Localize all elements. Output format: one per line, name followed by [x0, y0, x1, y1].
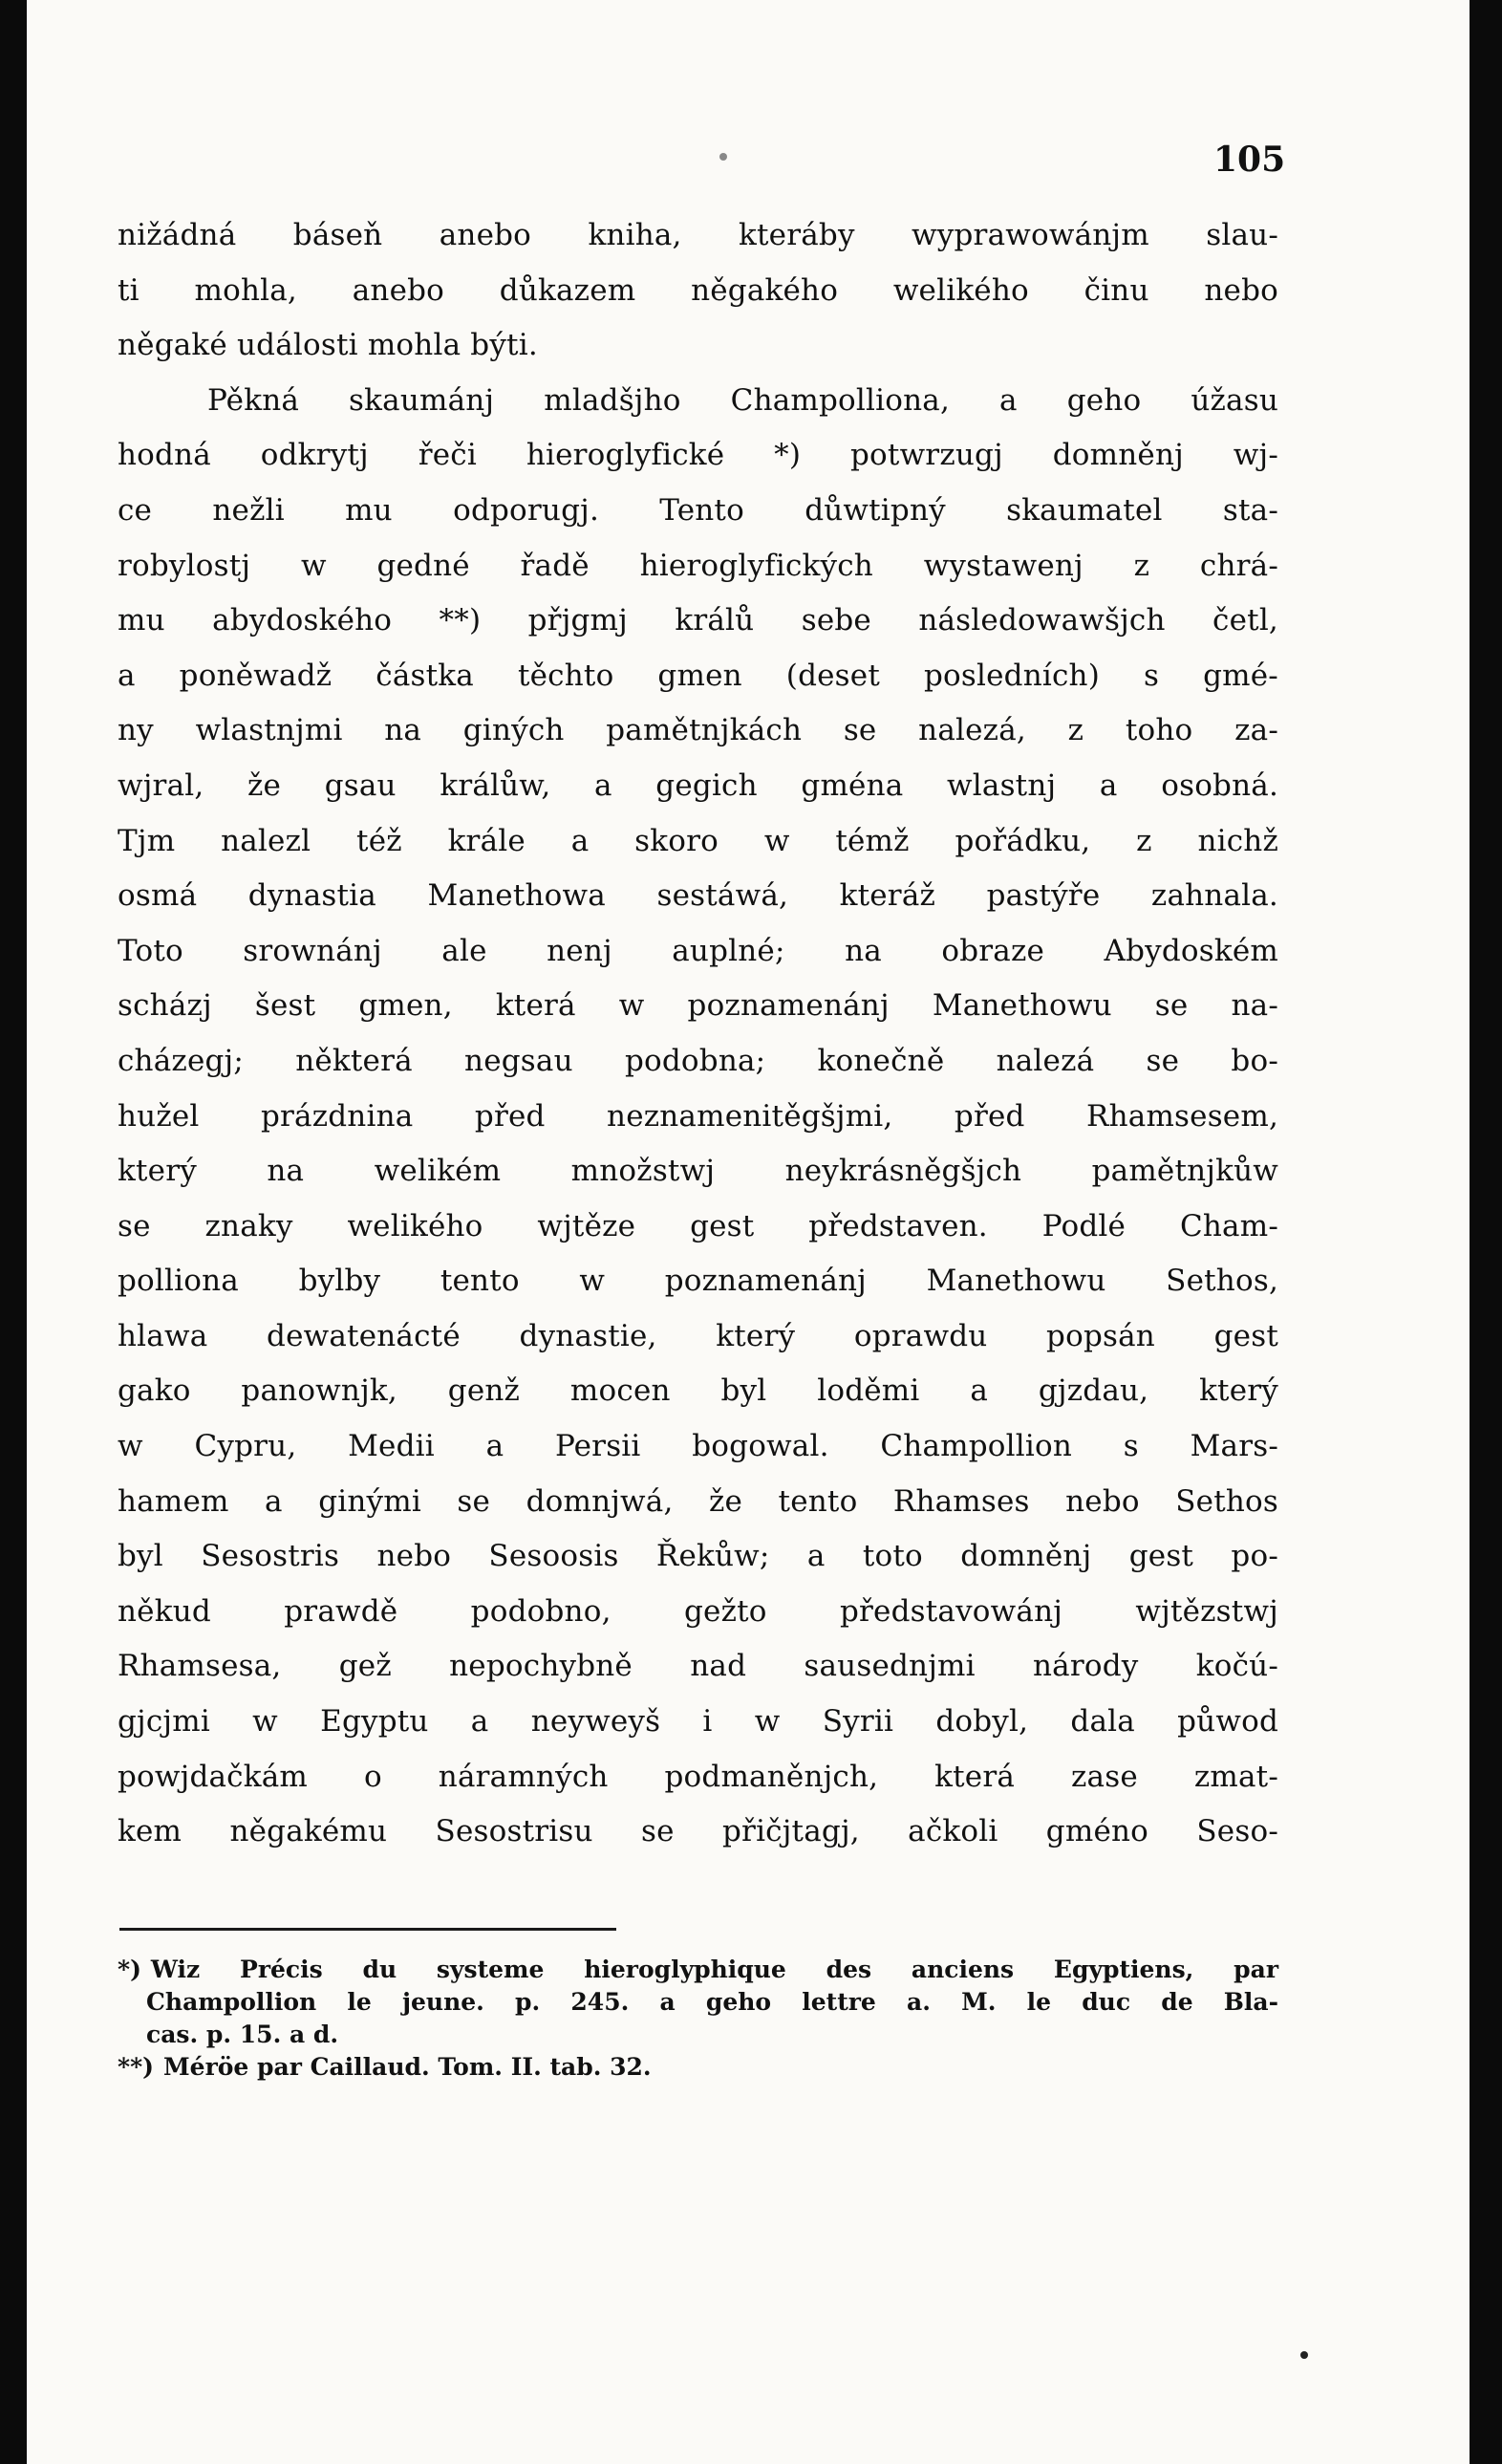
text-line: mu abydoského **) přjgmj králů sebe následowawšjch četl,: [118, 603, 1278, 638]
footnote: [118, 2051, 1278, 2084]
text-line: gako panownjk, genž mocen byl loděmi a gjzdau, který: [118, 1373, 1278, 1409]
text-line: někud prawdě podobno, gežto představowánj wjtězstwj: [118, 1593, 1278, 1629]
text-line: robylostj w gedné řadě hieroglyfických wystawenj z chrá-: [118, 548, 1278, 583]
text-line: ti mohla, anebo důkazem něgakého welikého činu nebo: [118, 272, 1278, 308]
text-line: gjcjmi w Egyptu a neyweyš i w Syrii dobyl, dala půwod: [118, 1704, 1278, 1740]
text-line: kem něgakému Sesostrisu se přičjtagj, ačkoli gméno Seso-: [118, 1814, 1278, 1849]
text-line: nižádná báseň anebo kniha, kteráby wyprawowánjm slau-: [118, 218, 1278, 252]
footnote-line: Méröe par Caillaud. Tom. II. tab. 32.: [162, 2053, 652, 2081]
text-line: se znaky welikého wjtěze gest představen. Podlé Cham-: [118, 1208, 1278, 1243]
footnote-marker: **): [118, 2053, 154, 2081]
text-line: hužel prázdnina před neznamenitěgšjmi, před Rhamsesem,: [118, 1098, 1278, 1134]
page-number: 105: [1213, 140, 1286, 180]
footnote-line: cas. p. 15. a d.: [146, 2021, 339, 2048]
main-text: [118, 208, 1278, 1860]
footnote-line: Wiz Précis du systeme hieroglyphique des anciens Egyptiens, par: [150, 1956, 1278, 1983]
scan-border: [1470, 0, 1502, 2464]
text-line: ny wlastnjmi na giných pamětnjkách se nalezá, z toho za-: [118, 713, 1278, 748]
text-line: ce nežli mu odporugj. Tento důwtipný skaumatel sta-: [118, 492, 1278, 528]
footnote: [118, 1954, 1278, 2051]
text-line: powjdačkám o náramných podmaněnjch, která zase zmat-: [118, 1759, 1278, 1794]
text-line: Rhamsesa, gež nepochybně nad sausednjmi národy kočú-: [118, 1649, 1278, 1684]
text-line: hamem a ginými se domnjwá, že tento Rhamses nebo Sethos: [118, 1483, 1278, 1519]
text-line: Tjm nalezl též krále a skoro w témž pořádku, z nichž: [118, 823, 1278, 858]
text-line: a poněwadž částka těchto gmen (deset posledních) s gmé-: [118, 658, 1278, 693]
paper-speck: [1300, 2351, 1308, 2359]
footnotes: [118, 1954, 1278, 2084]
text-line: osmá dynastia Manethowa sestáwá, kteráž pastýře zahnala.: [118, 878, 1278, 914]
footnote-divider: [119, 1928, 616, 1931]
text-line: wjral, že gsau králůw, a gegich gména wlastnj a osobná.: [118, 767, 1278, 803]
text-line: scházj šest gmen, která w poznamenánj Manethowu se na-: [118, 988, 1278, 1024]
text-line: hodná odkrytj řeči hieroglyfické *) potwrzugj domněnj wj-: [118, 438, 1278, 473]
text-line: něgaké události mohla býti.: [118, 328, 538, 363]
text-line: Toto srownánj ale nenj auplné; na obraze Abydoském: [118, 933, 1278, 968]
footnote-marker: *): [118, 1956, 141, 1983]
text-line: polliona bylby tento w poznamenánj Manethowu Sethos,: [118, 1264, 1278, 1299]
footnote-line: Champollion le jeune. p. 245. a geho lettre a. M. le duc de Bla-: [146, 1988, 1278, 2016]
text-line: který na welikém množstwj neykrásněgšjch pamětnjkůw: [118, 1154, 1278, 1189]
text-line: hlawa dewatenácté dynastie, který oprawdu popsán gest: [118, 1318, 1278, 1353]
paper-speck: [719, 153, 727, 161]
text-line: w Cypru, Medii a Persii bogowal. Champollion s Mars-: [118, 1429, 1278, 1464]
text-line: cházegj; některá negsau podobna; konečně nalezá se bo-: [118, 1043, 1278, 1078]
book-page: [27, 0, 1470, 2464]
text-line: Pěkná skaumánj mladšjho Champolliona, a geho úžasu: [207, 382, 1278, 418]
text-line: byl Sesostris nebo Sesoosis Řekůw; a toto domněnj gest po-: [118, 1539, 1278, 1574]
